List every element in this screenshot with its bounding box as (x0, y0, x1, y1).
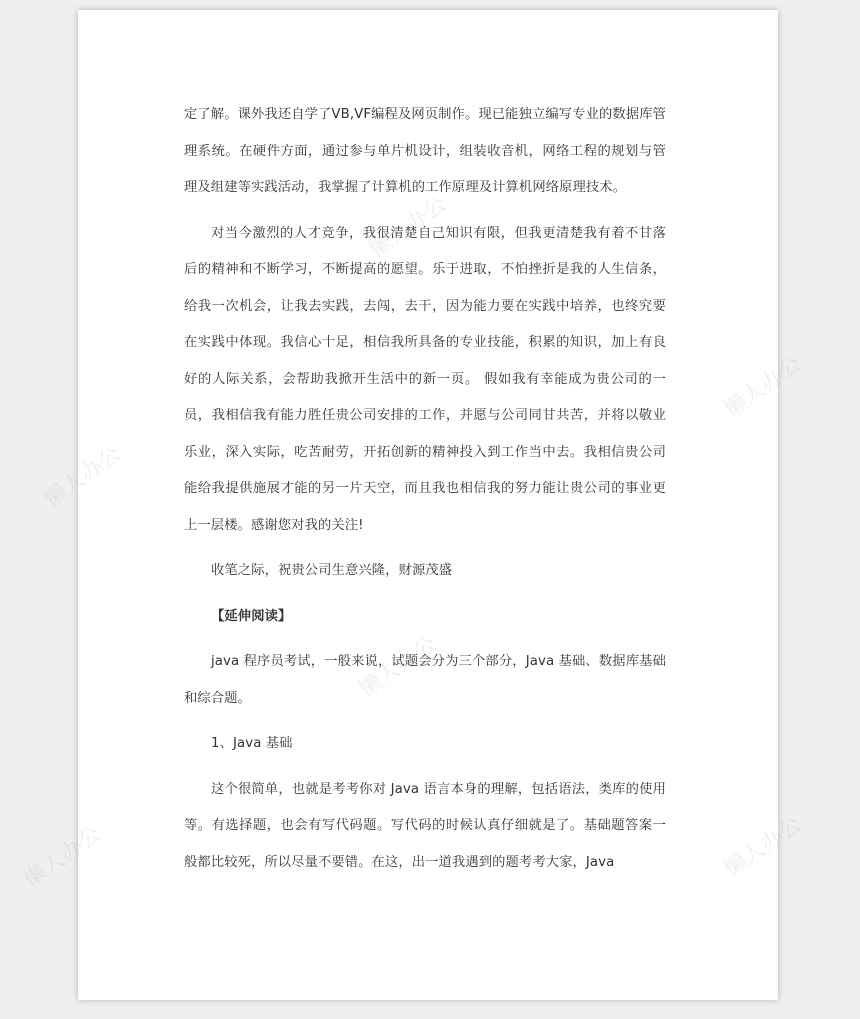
watermark: 懒人办公 (19, 821, 107, 893)
section-heading: 【延伸阅读】 (211, 608, 292, 624)
watermark: 懒人办公 (719, 811, 807, 883)
watermark: 懒人办公 (719, 351, 807, 423)
paragraph: java 程序员考试，一般来说，试题会分为三个部分，Java 基础、数据库基础和综合题。 (184, 654, 666, 706)
subsection-heading: 1、Java 基础 (211, 736, 293, 751)
watermark: 懒人办公 (364, 191, 452, 263)
paragraph: 这个很简单，也就是考考你对 Java 语言本身的理解，包括语法，类库的使用等。有选择题，也会有写代码题。写代码的时候认真仔细就是了。基础题答案一般都比较死，所以尽量不要错。在这，出一道我遇到的题考考大家，Java (184, 781, 666, 870)
watermark: 懒人办公 (354, 631, 442, 703)
document-page (19, 10, 807, 1000)
paragraph: 定了解。课外我还自学了VB,VF编程及网页制作。现已能独立编写专业的数据库管理系统。在硬件方面，通过参与单片机设计，组装收音机，网络工程的规划与管理及组建等实践活动，我掌握了计算机的工作原理及计算机网络原理技术。 (184, 107, 666, 195)
paragraph: 收笔之际，祝贵公司生意兴隆，财源茂盛 (211, 563, 453, 578)
watermark: 懒人办公 (39, 441, 127, 513)
document-body (184, 97, 666, 881)
paragraph: 对当今激烈的人才竞争，我很清楚自己知识有限，但我更清楚我有着不甘落后的精神和不断学习，不断提高的愿望。乐于进取，不怕挫折是我的人生信条，给我一次机会，让我去实践，去闯，去干，因为能力要在实践中培养，也终究要在实践中体现。我信心十足，相信我所具备的专业技能，积累的知识，加上有良好的人际关系，会帮助我掀开生活中的新一页。 假如我有幸能成为贵公司的一员，我相信我有能力胜任贵公司安排的工作，并愿与公司同甘共苦，并将以敬业乐业，深入实际，吃苦耐劳，开拓创新的精神投入到工作当中去。我相信贵公司能给我提供施展才能的另一片天空，而且我也相信我的努力能让贵公司的事业更上一层楼。感谢您对我的关注! (184, 225, 666, 533)
